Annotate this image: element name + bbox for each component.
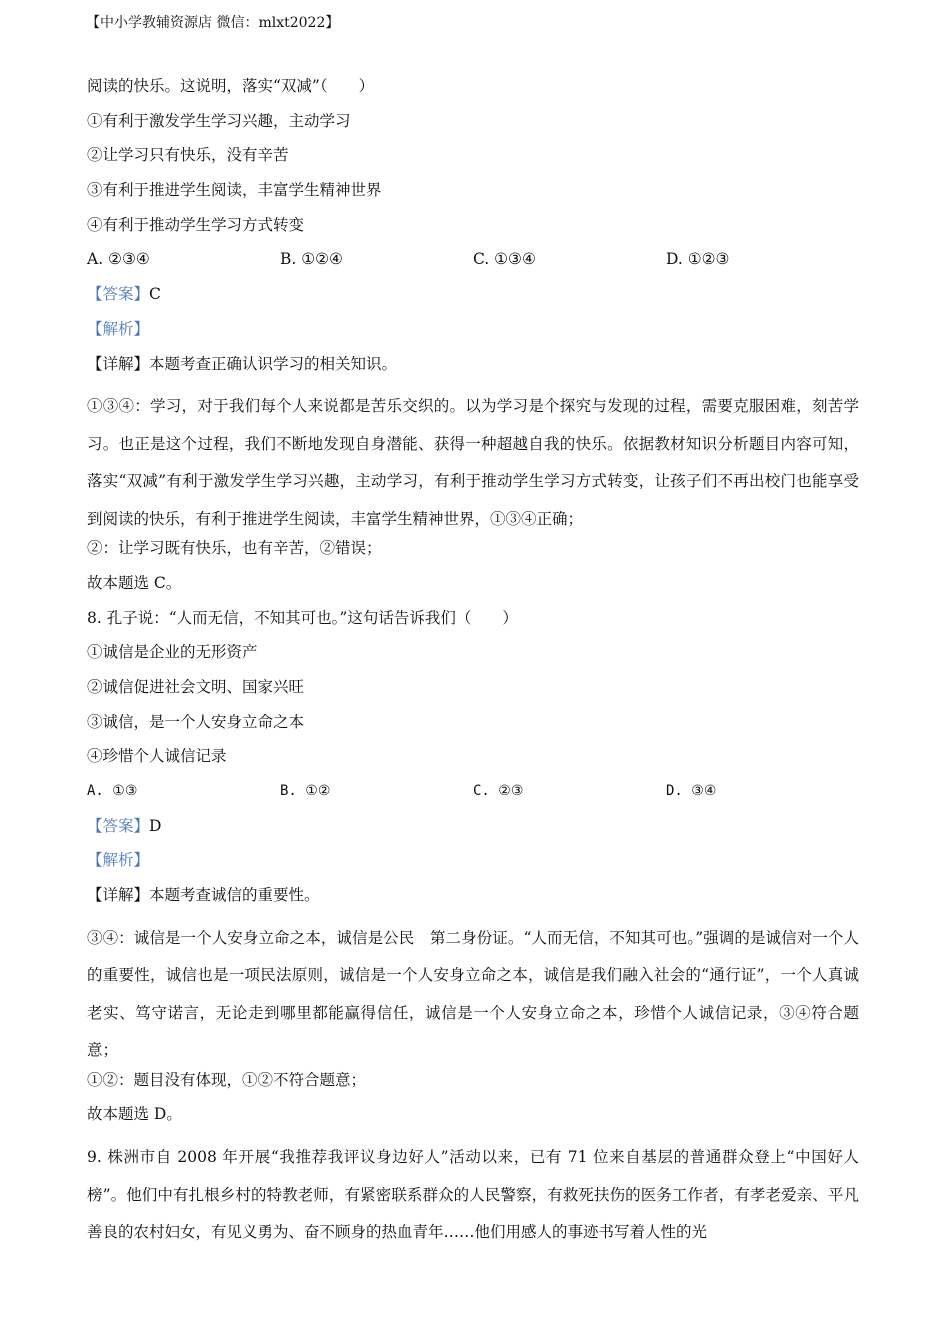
- q7-stem-tail: 阅读的快乐。这说明，落实“双减”（ ）: [87, 77, 375, 95]
- q8-item-4: ④珍惜个人诚信记录: [87, 747, 227, 766]
- q7-detail: 【详解】本题考查正确认识学习的相关知识。: [87, 354, 398, 373]
- q8-answer-value: D: [149, 816, 162, 835]
- q8-explanation: ③④：诚信是一个人安身立命之本，诚信是公民 第二身份证。“人而无信，不知其可也。”强调的是诚信对一个人的重要性，诚信也是一项民法原则，诚信是一个人安身立命之本，诚信是我们融入社会的“通行证”，一个人真诚老实、笃守诺言，无论走到哪里都能赢得信任，诚信是一个人安身立命之本，珍惜个人诚信记录，③④符合题意；: [87, 928, 859, 1060]
- q8-option-b: B. ①②: [280, 783, 331, 799]
- q7-analysis-tag: 【解析】: [87, 319, 150, 338]
- q7-answer-value: C: [149, 285, 161, 304]
- q7-conclusion: 故本题选 C。: [87, 573, 182, 592]
- document-body: [87, 76, 859, 1252]
- q7-option-a: A. ②③④: [87, 250, 150, 269]
- q7-option-c: C. ①③④: [473, 250, 536, 269]
- page-header: 【中小学教辅资源店 微信：mlxt2022】: [86, 15, 340, 31]
- q8-stem: 8. 孔子说：“人而无信，不知其可也。”这句话告诉我们（ ）: [87, 608, 518, 627]
- q8-analysis-tag: 【解析】: [87, 851, 150, 870]
- q7-item-2: ②让学习只有快乐，没有辛苦: [87, 146, 289, 165]
- q8-options: [87, 781, 859, 816]
- q8-detail: 【详解】本题考查诚信的重要性。: [87, 886, 320, 905]
- q8-option-a: A. ①③: [87, 783, 138, 799]
- q7-options: [87, 249, 859, 284]
- q7-explanation: ①③④：学习，对于我们每个人来说都是苦乐交织的。以为学习是个探究与发现的过程，需要克服困难，刻苦学习。也正是这个过程，我们不断地发现自身潜能、获得一种超越自我的快乐。依据教材知识分析题目内容可知，落实“双减”有利于激发学生学习兴趣，主动学习，有利于推动学生学习方式转变，让孩子们不再出校门也能享受到阅读的快乐，有利于推进学生阅读，丰富学生精神世界，①③④正确；: [87, 397, 859, 528]
- q8-answer: [87, 816, 859, 851]
- q8-option-d: D. ③④: [666, 783, 717, 799]
- q7-answer-tag: 【答案】: [87, 285, 150, 304]
- q7-option-b: B. ①②④: [280, 250, 343, 269]
- q7-item-3: ③有利于推进学生阅读，丰富学生精神世界: [87, 181, 382, 200]
- q7-option-d: D. ①②③: [666, 250, 730, 269]
- q8-conclusion: 故本题选 D。: [87, 1105, 182, 1124]
- q7-item-1: ①有利于激发学生学习兴趣，主动学习: [87, 111, 351, 130]
- q8-wrong: ①②：题目没有体现，①②不符合题意；: [87, 1070, 367, 1089]
- q8-option-c: C. ②③: [473, 783, 524, 799]
- q9-stem: 9. 株洲市自 2008 年开展“我推荐我评议身边好人”活动以来，已有 71 位来自基层的普通群众登上“中国好人榜”。他们中有扎根乡村的特教老师，有紧密联系群众的人民警察，有救死扶伤的医务工作者，有孝老爱亲、平凡善良的农村妇女，有见义勇为、奋不顾身的热血青年……他们用感人的事迹书写着人性的光: [87, 1148, 859, 1242]
- q8-item-3: ③诚信，是一个人安身立命之本: [87, 712, 305, 731]
- q8-item-1: ①诚信是企业的无形资产: [87, 643, 258, 662]
- q7-item-4: ④有利于推动学生学习方式转变: [87, 215, 305, 234]
- q8-answer-tag: 【答案】: [87, 816, 150, 835]
- q7-answer: [87, 284, 859, 319]
- q7-wrong: ②：让学习既有快乐，也有辛苦，②错误；: [87, 539, 382, 558]
- q8-item-2: ②诚信促进社会文明、国家兴旺: [87, 677, 305, 696]
